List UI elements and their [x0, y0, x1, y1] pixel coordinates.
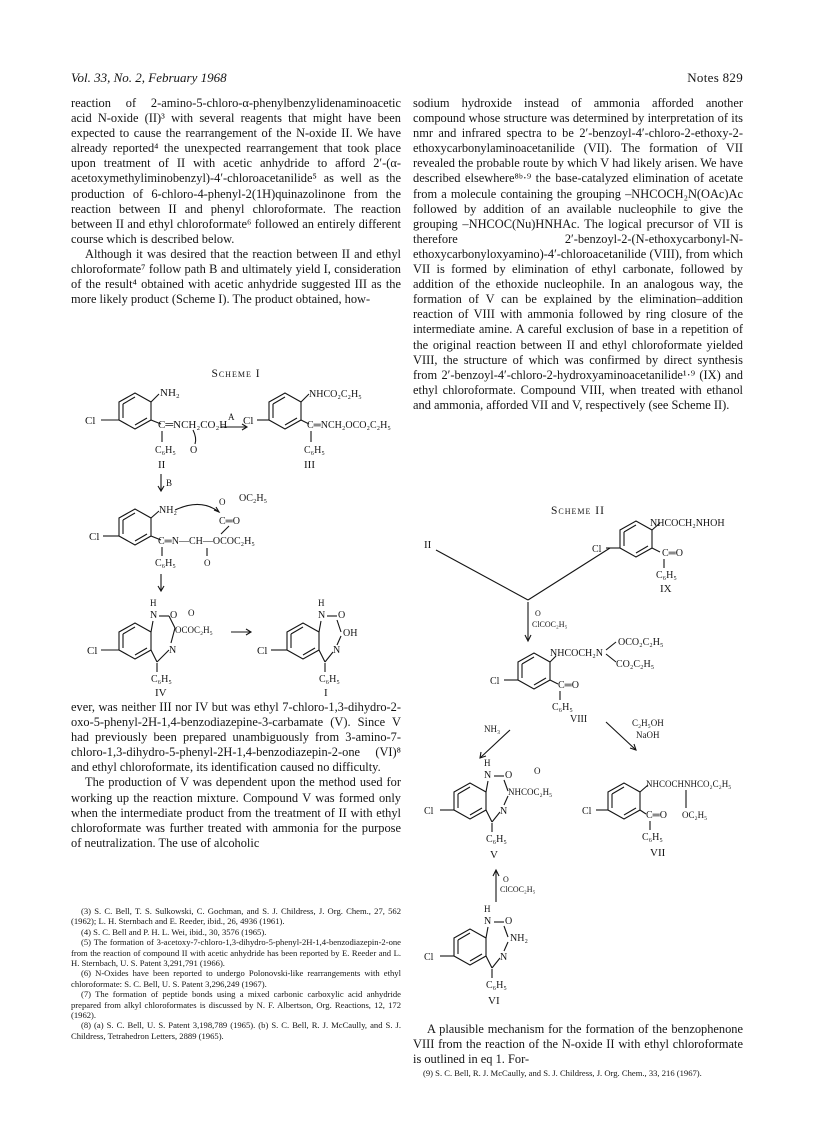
IV-ph: C₆H₅	[151, 674, 172, 685]
IX-nh: NHCOCH₂NHOH	[650, 518, 725, 529]
III-ph: C₆H₅	[304, 445, 325, 456]
left-column	[71, 96, 401, 307]
IX-co: C═O	[662, 548, 683, 559]
naoh-reagent: NaOH	[636, 730, 660, 740]
VI-cl: Cl	[424, 952, 434, 963]
III-cn: C═NCH₂OCO₂C₂H₅	[307, 420, 391, 431]
VIII-cl: Cl	[490, 676, 500, 687]
compound-VIII	[490, 637, 663, 725]
int-oc: OC₂H₅	[239, 493, 268, 504]
paragraph: The production of V was dependent upon the method used for working up the reaction mixture. Compound V was formed only when the intermediate product from the treatment of II with ethyl chloroformate was further treated with ammonia for the purpose of neutralization. The use of alcoholic	[71, 775, 401, 850]
compound-IV	[87, 598, 213, 699]
VI-h: H	[484, 904, 491, 914]
compound-III	[243, 389, 391, 471]
VI-label: VI	[488, 995, 500, 1007]
reagent2-o: O	[503, 875, 509, 884]
reagent2: ClCOC₂H₅	[500, 885, 536, 894]
footnotes-left	[71, 906, 401, 1041]
scheme-1-title: Scheme I	[211, 368, 261, 380]
footnote: (8) (a) S. C. Bell, U. S. Patent 3,198,789 (1965). (b) S. C. Bell, R. J. McCaully, and S. J. Childress, Tetrahedron Letters, 2889 (1965).	[71, 1020, 401, 1041]
III-nh: NHCO₂C₂H₅	[309, 389, 362, 400]
compound-VI	[424, 904, 528, 1007]
paragraph: A plausible mechanism for the formation of the benzophenone VIII from the reaction of the N-oxide II with ethyl chloroformate is outlined in eq 1. For-	[413, 1022, 743, 1067]
paragraph: Although it was desired that the reaction between II and ethyl chloroformate⁷ follow path B and ultimately yield I, consideration of the result⁴ obtained with acetic anhydride suggested III as the more likely product (Scheme I). The product obtained, how-	[71, 246, 401, 307]
IV-n2: N	[169, 645, 177, 656]
IX-label: IX	[660, 583, 672, 595]
IV-oo: O	[188, 608, 195, 618]
II-o: O	[190, 445, 198, 456]
VIII-ph: C₆H₅	[552, 702, 573, 713]
intermediate	[89, 493, 267, 569]
int-nh2: NH₂	[159, 505, 177, 516]
paragraph: reaction of 2-amino-5-chloro-α-phenylbenzylidenaminoacetic acid N-oxide (II)³ with several reagents that might have been expected to cause the rearrangement of the N-oxide II. We have already reported⁴ the unexpected rearrangement that took place upon treatment of II with acetic anhydride to afford 2′-(α-acetoxymethyliminobenzyl)-4′-chloroacetanilide⁵ as well as the production of 6-chloro-4-phenyl-2(1H)quinazolinone from the reaction between II and phenyl chloroformate. The reaction between II and ethyl chloroformate⁶ followed an entirely different course which is described below.	[71, 96, 401, 246]
VIII-b: CO₂C₂H₅	[616, 659, 655, 670]
VI-ph: C₆H₅	[486, 980, 507, 991]
compound-V	[424, 758, 552, 861]
I-o: O	[338, 610, 346, 621]
IV-label: IV	[155, 687, 167, 699]
running-header-left: Vol. 33, No. 2, February 1968	[71, 70, 227, 85]
VII-co: C═O	[646, 810, 667, 821]
arrow-a-label: A	[228, 412, 235, 422]
footnote: (5) The formation of 3-acetoxy-7-chloro-1,3-dihydro-5-phenyl-2H-1,4-benzodiazepin-2-one from the reaction of compound II with acetic anhydride has been reported by E. Reeder and L. H. Sternbach, U. S. Patent 3,291,791 (1966).	[71, 937, 401, 969]
I-h: H	[318, 598, 325, 608]
V-ph: C₆H₅	[486, 834, 507, 845]
I-oh: OH	[343, 628, 358, 639]
compound-I	[257, 598, 357, 699]
III-cl: Cl	[243, 415, 254, 427]
int-o2: O	[204, 558, 211, 568]
int-co: C═O	[219, 516, 240, 527]
VIII-a: OCO₂C₂H₅	[618, 637, 664, 648]
footnote: (4) S. C. Bell and P. H. L. Wei, ibid., 30, 3576 (1965).	[81, 926, 267, 937]
IV-sub: OCOC₂H₅	[175, 625, 213, 635]
VIII-label: VIII	[570, 714, 588, 725]
II-label: II	[424, 539, 432, 551]
I-n2: N	[333, 645, 341, 656]
II-cl: Cl	[85, 415, 96, 427]
V-n: N	[484, 770, 492, 781]
III-label: III	[304, 459, 315, 471]
footnote: (6) N-Oxides have been reported to undergo Polonovski-like rearrangements with ethyl chloroformate: S. C. Bell, U. S. Patent 3,296,249 (1967).	[71, 968, 401, 989]
I-ph: C₆H₅	[319, 674, 340, 685]
benzene-ring	[119, 393, 151, 429]
V-n2: N	[500, 806, 508, 817]
paragraph: sodium hydroxide instead of ammonia afforded another compound whose structure was determined by interpretation of its nmr and infrared spectra to be 2′-benzoyl-4′-chloro-2-ethoxy-2-ethoxycarbonylaminoacetanilide (VII). The formation of VII revealed the probable route by which V had likely arisen. We have described elsewhere⁸ᵇ·⁹ the base-catalyzed elimination of acetate from a molecule containing the grouping –NHCOCH₂N(OAc)Ac followed by addition of an available nucleophile to give the grouping –NHCOC(Nu)HNHAc. The logical precursor of VII is therefore 2′-benzoyl-2-(N-ethoxycarbonyl-N-ethoxycarbonyloxyamino)-4′-chloroacetanilide (VIII), from which VII is formed by elimination of ethyl carbonate, followed by addition of the ethoxide nucleophile. In an analogous way, the formation of V can be explained by the elimination–addition reaction of VIII with ammonia followed by ring closure of the intermediate amine. A careful exclusion of base in a repetition of the original reaction between II and ethyl chloroformate yielded VIII, the structure of which was confirmed by direct synthesis from 2′-benzoyl-4′-chloro-2-hydroxyaminoacetanilide¹·⁹ (IX) and ethyl chloroformate. Compound VIII, when treated with ethanol and ammonia, afforded VII and V, respectively (see Scheme II).	[413, 96, 743, 412]
arrow-b-label: B	[166, 478, 173, 488]
compound-VII	[582, 779, 731, 859]
int-o1: O	[219, 497, 226, 507]
VIII-nh: NHCOCH₂N	[550, 648, 603, 659]
VI-n2: N	[500, 952, 508, 963]
VI-nh2: NH₂	[510, 933, 528, 944]
I-n: N	[318, 610, 326, 621]
reagent1-o: O	[535, 609, 541, 618]
II-cn: C═NCH₂CO₂H	[158, 419, 228, 431]
scheme-2-diagram	[410, 510, 750, 1010]
VIII-co: C═O	[558, 680, 579, 691]
IV-cl: Cl	[87, 645, 98, 657]
reagent1: ClCOC₂H₅	[532, 620, 568, 629]
footnote: (7) The formation of peptide bonds using a mixed carbonic carboxylic acid anhydride prepared from alkyl chloroformates is discussed by N. F. Albertson, Org. Reactions, 12, 172 (1962).	[71, 989, 401, 1021]
right-column-lower	[413, 1022, 743, 1067]
I-cl: Cl	[257, 645, 268, 657]
IV-h: H	[150, 598, 157, 608]
IV-n: N	[150, 610, 158, 621]
II-ph: C₆H₅	[155, 445, 176, 456]
int-ph: C₆H₅	[155, 558, 176, 569]
V-oo: O	[534, 766, 541, 776]
IV-o: O	[170, 610, 178, 621]
V-h: H	[484, 758, 491, 768]
V-sub: NHCOC₂H₅	[508, 787, 553, 797]
IX-ph: C₆H₅	[656, 570, 677, 581]
int-cl: Cl	[89, 531, 100, 543]
VII-ph: C₆H₅	[642, 832, 663, 843]
int-cn: C═N—CH—OCOC₂H₅	[158, 536, 255, 547]
II-label: II	[158, 459, 166, 471]
left-column-lower	[71, 700, 401, 851]
footnote: (9) S. C. Bell, R. J. McCaully, and S. J. Childress, J. Org. Chem., 33, 216 (1967).	[423, 1068, 702, 1078]
VII-cl: Cl	[582, 806, 592, 817]
V-label: V	[490, 849, 498, 861]
compound-II	[85, 387, 227, 471]
running-header-right: Notes 829	[687, 70, 743, 85]
VII-nh: NHCOCHNHCO₂C₂H₅	[646, 779, 732, 789]
V-o: O	[505, 770, 513, 781]
I-label: I	[324, 687, 328, 699]
paragraph: ever, was neither III nor IV but was ethyl 7-chloro-1,3-dihydro-2-oxo-5-phenyl-2H-1,4-benzodiazepine-3-carbamate (V). Since V had previously been prepared unambiguously from 3-amino-7-chloro-1,3-dihydro-5-phenyl-2H-1,4-benzodiazepin-2-one (VI)⁸ and ethyl chloroformate, its identification caused no difficulty.	[71, 700, 401, 775]
II-nh2: NH₂	[160, 387, 180, 399]
VII-label: VII	[650, 847, 666, 859]
VI-n: N	[484, 916, 492, 927]
IX-cl: Cl	[592, 544, 602, 555]
footnotes-right	[413, 1068, 743, 1078]
V-cl: Cl	[424, 806, 434, 817]
footnote: (3) S. C. Bell, T. S. Sulkowski, C. Gochman, and S. J. Childress, J. Org. Chem., 27, 562 (1962); L. H. Sternbach and E. Reeder, ibid., 26, 4936 (1961).	[71, 906, 401, 927]
etoh-reagent: C₂H₅OH	[632, 718, 664, 728]
right-column	[413, 96, 743, 413]
scheme-2-title: Scheme II	[551, 505, 605, 517]
VII-oc: OC₂H₅	[682, 810, 708, 820]
compound-IX	[592, 518, 725, 595]
nh3-reagent: NH₃	[484, 724, 501, 734]
scheme-1-diagram	[71, 380, 411, 700]
VI-o: O	[505, 916, 513, 927]
